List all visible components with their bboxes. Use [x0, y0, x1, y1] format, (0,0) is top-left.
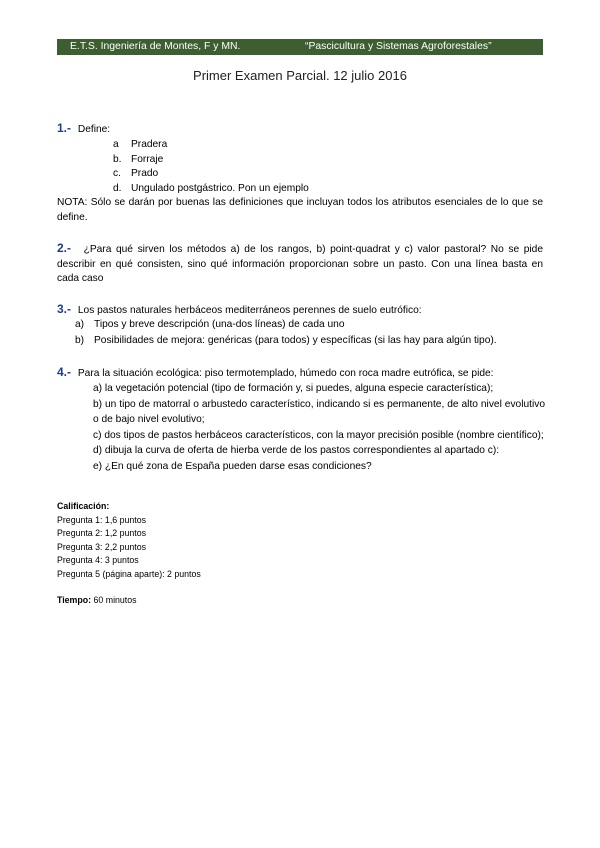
list-item: c) dos tipos de pastos herbáceos característicos, con la mayor precisión posible (nombre científico);	[93, 429, 544, 441]
item-text: Prado	[131, 168, 159, 179]
item-letter: a	[113, 139, 119, 150]
item-letter: c.	[113, 168, 121, 179]
question-2	[57, 241, 543, 287]
header-bar	[57, 39, 543, 55]
item-text: Posibilidades de mejora: genéricas (para todos) y específicas (si las hay para algún tipo).	[94, 335, 497, 346]
grading-line: Pregunta 4: 3 puntos	[57, 555, 139, 566]
item-text: Pradera	[131, 139, 168, 150]
question-2-text: ¿Para qué sirven los métodos a) de los rangos, b) point-quadrat y c) valor pastoral? No se pide describir en qué consisten, sino qué información proporcionan sobre un pasto. Con una línea basta en cada caso	[57, 244, 543, 284]
item-text: Ungulado postgástrico. Pon un ejemplo	[131, 182, 309, 194]
question-1	[57, 121, 543, 138]
time-label: Tiempo:	[57, 595, 92, 605]
question-3-text: Los pastos naturales herbáceos mediterráneos perennes de suelo eutrófico:	[77, 305, 422, 316]
question-3-items	[75, 317, 545, 349]
item-letter: d.	[113, 182, 122, 194]
question-1-number: 1.-	[57, 121, 72, 135]
grading-title: Calificación:	[57, 501, 110, 511]
list-item: b) un tipo de matorral o arbustedo característico, indicando si es permanente, de alto nivel evolutivo o de bajo nivel evolutivo;	[93, 398, 545, 426]
exam-title: Primer Examen Parcial. 12 julio 2016	[193, 68, 407, 83]
question-1-note: NOTA: Sólo se darán por buenas las definiciones que incluyan todos los atributos esenciales de lo que se define.	[57, 197, 543, 223]
grading-line: Pregunta 2: 1,2 puntos	[57, 528, 147, 539]
item-text: Tipos y breve descripción (una-dos líneas) de cada uno	[94, 319, 345, 330]
question-4-items	[93, 381, 545, 475]
question-3-number: 3.-	[57, 302, 72, 316]
item-letter: a)	[75, 319, 85, 330]
list-item	[113, 138, 309, 153]
grading-section	[57, 500, 201, 582]
list-item: d) dibuja la curva de oferta de hierba verde de los pastos correspondientes al apartado c):	[93, 445, 500, 457]
grading-line: Pregunta 5 (página aparte): 2 puntos	[57, 568, 201, 579]
list-item	[113, 153, 309, 168]
grading-line: Pregunta 1: 1,6 puntos	[57, 514, 147, 525]
question-4-number: 4.-	[57, 365, 72, 379]
list-item: a) la vegetación potencial (tipo de formación y, si puedes, alguna especie característica);	[93, 383, 494, 394]
header-school: E.T.S. Ingeniería de Montes, F y MN.	[70, 41, 241, 52]
list-item	[75, 333, 545, 349]
item-letter: b.	[113, 153, 122, 165]
item-letter: b)	[75, 335, 85, 346]
list-item	[75, 317, 545, 333]
time-value: 60 minutos	[93, 595, 137, 605]
time-section	[57, 595, 137, 605]
question-2-number: 2.-	[57, 241, 72, 255]
item-text: Forraje	[131, 153, 164, 165]
question-1-prompt: Define:	[77, 124, 111, 135]
grading-line: Pregunta 3: 2,2 puntos	[57, 541, 147, 552]
list-item	[113, 167, 309, 182]
header-subject: “Pascicultura y Sistemas Agroforestales”	[305, 41, 492, 52]
list-item	[113, 182, 309, 197]
question-4	[57, 365, 543, 382]
list-item: e) ¿En qué zona de España pueden darse esas condiciones?	[93, 460, 372, 472]
question-1-items	[113, 138, 309, 196]
question-4-text: Para la situación ecológica: piso termotemplado, húmedo con roca madre eutrófica, se pide:	[77, 368, 494, 379]
